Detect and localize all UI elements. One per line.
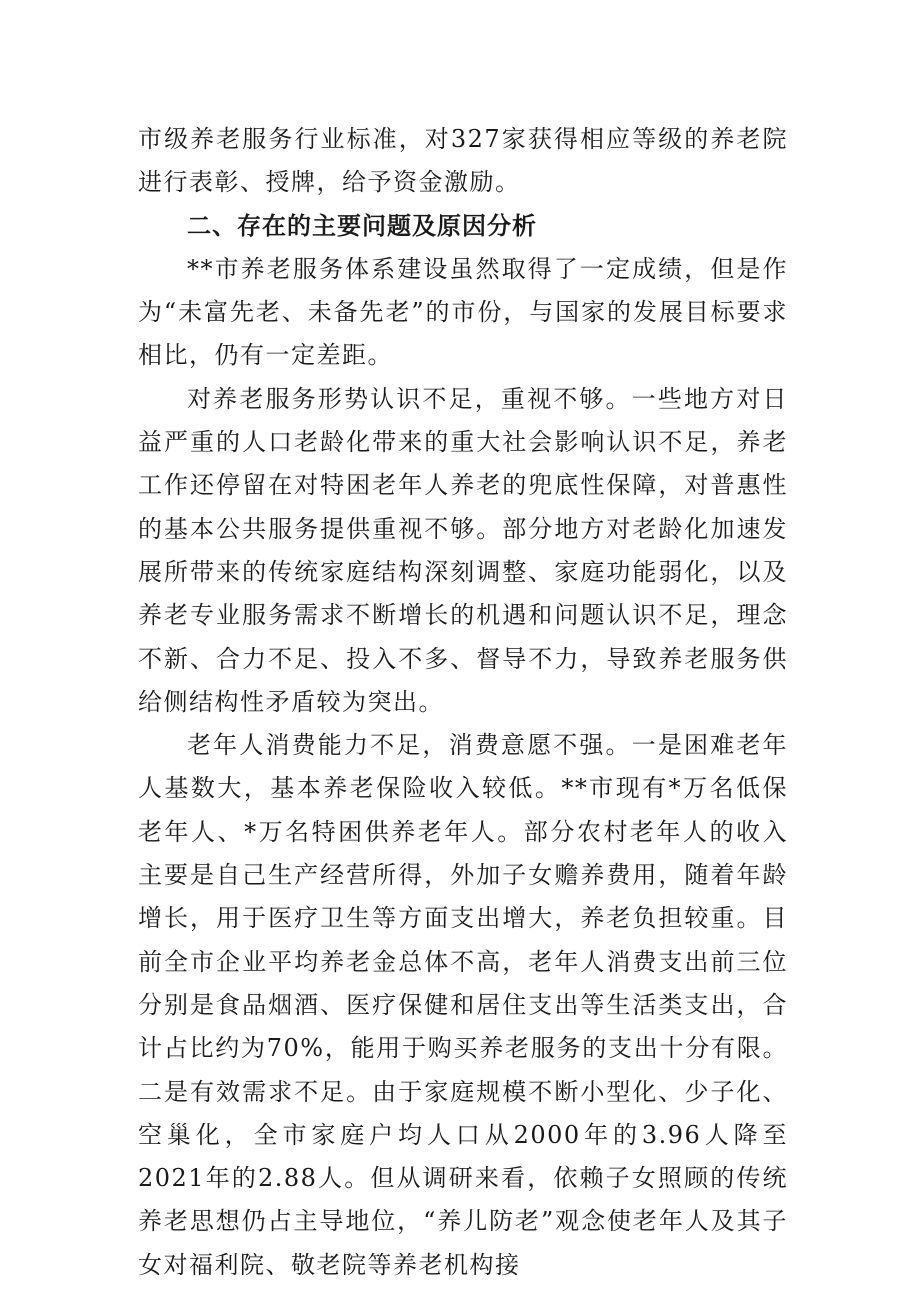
- paragraph-continuation: 市级养老服务行业标准，对327家获得相应等级的养老院进行表彰、授牌，给予资金激励。: [138, 125, 788, 197]
- paragraph-awareness: 对养老服务形势认识不足，重视不够。一些地方对日益严重的人口老龄化带来的重大社会影响认识不足，养老工作还停留在对特困老年人养老的兜底性保障，对普惠性的基本公共服务提供重视不够。部分地方对老龄化加速发展所带来的传统家庭结构深刻调整、家庭功能弱化，以及养老专业服务需求不断增长的机遇和问题认识不足，理念不新、合力不足、投入不多、督导不力，导致养老服务供给侧结构性矛盾较为突出。: [138, 384, 788, 716]
- section-heading: 二、存在的主要问题及原因分析: [187, 211, 537, 240]
- paragraph-consumption: 老年人消费能力不足，消费意愿不强。一是困难老年人基数大，基本养老保险收入较低。**市现有*万名低保老年人、*万名特困供养老年人。部分农村老年人的收入主要是自己生产经营所得，外加子女赡养费用，随着年龄增长，用于医疗卫生等方面支出增大，养老负担较重。目前全市企业平均养老金总体不高，老年人消费支出前三位分别是食品烟酒、医疗保健和居住支出等生活类支出，合计占比约为70%，能用于购买养老服务的支出十分有限。二是有效需求不足。由于家庭规模不断小型化、少子化、空巢化，全市家庭户均人口从2000年的3.96人降至2021年的2.88人。但从调研来看，依赖子女照顾的传统养老思想仍占主导地位，“养儿防老”观念使老年人及其子女对福利院、敬老院等养老机构接: [138, 731, 788, 1279]
- document-body: [138, 118, 788, 1287]
- paragraph-intro: **市养老服务体系建设虽然取得了一定成绩，但是作为“未富先老、未备先老”的市份，与国家的发展目标要求相比，仍有一定差距。: [138, 254, 788, 370]
